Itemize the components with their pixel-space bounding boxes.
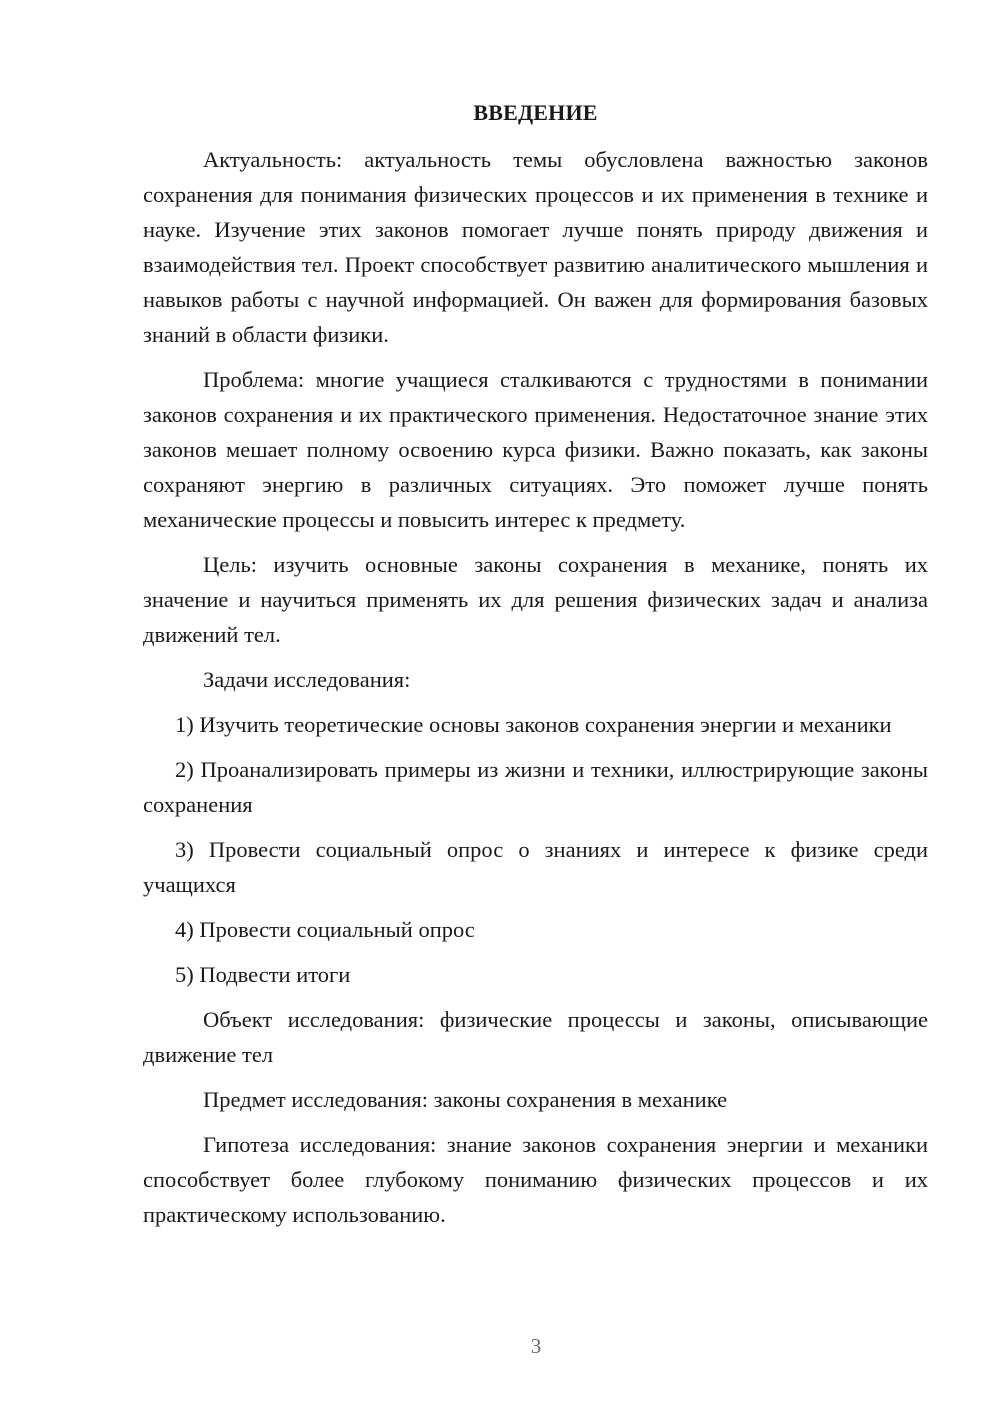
tasks-heading: Задачи исследования: — [203, 667, 411, 692]
task-item-5: 5) Подвести итоги — [175, 962, 351, 987]
problem-paragraph: Проблема: многие учащиеся сталкиваются с трудностями в понимании законов сохранения и их практического применения. Недостаточное знание этих законов мешает полному освоению курса физики. Важно показать, как законы сохраняют энергию в различных ситуациях. Это поможет лучше понять механические процессы и повысить интерес к предмету. — [143, 367, 928, 532]
page-content — [143, 95, 928, 1242]
task-item-1: 1) Изучить теоретические основы законов сохранения энергии и механики — [175, 712, 892, 737]
task-item-3: 3) Провести социальный опрос о знаниях и интересе к физике среди учащихся — [143, 837, 928, 897]
section-title: ВВЕДЕНИЕ — [473, 100, 598, 125]
task-item-4: 4) Провести социальный опрос — [175, 917, 475, 942]
hypothesis-paragraph: Гипотеза исследования: знание законов сохранения энергии и механики способствует более глубокому пониманию физических процессов и их практическому использованию. — [143, 1132, 928, 1227]
task-item-2: 2) Проанализировать примеры из жизни и техники, иллюстрирующие законы сохранения — [143, 757, 928, 817]
relevance-paragraph: Актуальность: актуальность темы обусловлена важностью законов сохранения для понимания физических процессов и их применения в технике и науке. Изучение этих законов помогает лучше понять природу движения и взаимодействия тел. Проект способствует развитию аналитического мышления и навыков работы с научной информацией. Он важен для формирования базовых знаний в области физики. — [143, 147, 928, 347]
page-number: 3 — [530, 1334, 542, 1358]
research-subject-paragraph: Предмет исследования: законы сохранения в механике — [203, 1087, 728, 1112]
research-object-paragraph: Объект исследования: физические процессы и законы, описывающие движение тел — [143, 1007, 928, 1067]
goal-paragraph: Цель: изучить основные законы сохранения в механике, понять их значение и научиться применять их для решения физических задач и анализа движений тел. — [143, 552, 928, 647]
